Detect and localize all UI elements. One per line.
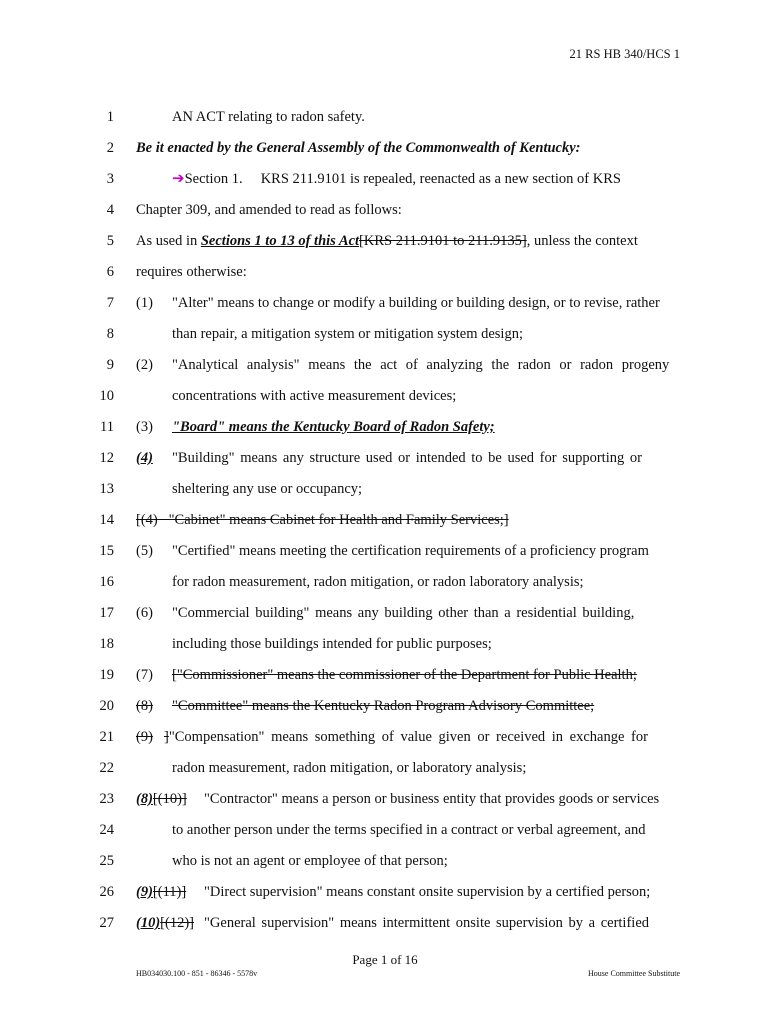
line [0,726,770,748]
line-text: including those buildings intended for public purposes; [172,636,492,652]
document-header: 21 RS HB 340/HCS 1 [569,47,680,61]
line [0,540,770,562]
line-number: 15 [99,543,114,559]
line-number: 14 [99,512,114,528]
line-number: 20 [99,698,114,714]
page-number: Page 1 of 16 [352,952,418,967]
line-text: than repair, a mitigation system or mitigation system design; [172,326,523,342]
line [0,757,770,779]
line [0,230,770,252]
line-text [164,726,680,748]
line [0,261,770,283]
line-number: 26 [99,884,114,900]
arrow-icon: ➔ [172,171,185,187]
deleted-text: ] [164,729,169,745]
line-text: radon measurement, radon mitigation, or laboratory analysis; [172,760,527,776]
section-heading [172,168,680,190]
line-text: to another person under the terms specified in a contract or verbal agreement, and [172,822,646,838]
line [0,788,770,810]
line [0,881,770,903]
line-text: "Commercial building" means any building other than a residential building, [172,605,635,621]
text-segment: , unless the context [526,233,638,249]
line-text: who is not an agent or employee of that person; [172,853,448,869]
deleted-text: [KRS 211.9101 to 211.9135] [359,233,527,249]
line [0,571,770,593]
subsection-number: (9) [136,729,153,745]
subsection-number: (4) [136,450,153,466]
inserted-text: "Board" means the Kentucky Board of Radon Safety; [172,419,495,435]
line-text: sheltering any use or occupancy; [172,481,363,497]
line [0,509,770,531]
subsection-number: (3) [136,419,153,435]
line [0,199,770,221]
line-text: "Building" means any structure used or intended to be used for supporting or [172,450,642,466]
line [0,912,770,934]
line-number: 3 [106,171,114,187]
deleted-text: ["Commissioner" means the commissioner of the Department for Public Health; [172,667,637,683]
line-number: 16 [99,574,114,590]
line-number: 12 [99,450,114,466]
deleted-text: "Committee" means the Kentucky Radon Program Advisory Committee; [172,698,595,714]
line [0,106,770,128]
line-number: 21 [99,729,114,745]
line-number: 23 [99,791,114,807]
deleted-text: [(4) "Cabinet" means Cabinet for Health and Family Services;] [136,512,509,528]
line-number: 1 [106,109,114,125]
line [0,137,770,159]
subsection-number: (8) [136,698,153,714]
line-text: Chapter 309, and amended to read as follows: [136,202,402,218]
inserted-text: Sections 1 to 13 of this Act [200,233,360,249]
line-number: 6 [106,264,114,280]
line [0,292,770,314]
line-text: "Alter" means to change or modify a building or building design, or to revise, rather [172,295,660,311]
inserted-text: (8) [136,791,153,807]
subsection-number: (1) [136,295,153,311]
document-type: House Committee Substitute [588,969,680,978]
subsection-number: (7) [136,667,153,683]
line [0,447,770,469]
line-text: AN ACT relating to radon safety. [172,109,365,125]
enacting-clause: Be it enacted by the General Assembly of the Commonwealth of Kentucky: [136,140,581,156]
line-number: 22 [99,760,114,776]
line-number: 25 [99,853,114,869]
subsection-number: (6) [136,605,153,621]
line-text: concentrations with active measurement devices; [172,388,457,404]
section-label: Section 1. [184,171,243,187]
deleted-text: [(12)] [160,915,194,931]
line [0,664,770,686]
line-number: 10 [99,388,114,404]
line [0,602,770,624]
line [0,819,770,841]
line [0,478,770,500]
line-number: 17 [99,605,114,621]
line-number: 2 [106,140,114,156]
line-text [136,230,680,252]
line [0,354,770,376]
line-text: KRS 211.9101 is repealed, reenacted as a new section of KRS [260,171,621,187]
line-number: 11 [100,419,114,435]
subsection-number [136,788,187,810]
subsection-number: (5) [136,543,153,559]
line-text: "General supervision" means intermittent onsite supervision by a certified [204,915,650,931]
line-number: 24 [99,822,114,838]
line [0,323,770,345]
line-number: 5 [106,233,114,249]
line-number: 8 [106,326,114,342]
line-number: 4 [106,202,114,218]
line [0,168,770,190]
line-text: "Analytical analysis" means the act of analyzing the radon or radon progeny [172,357,670,373]
line [0,695,770,717]
text-segment: As used in [136,233,201,249]
line-number: 19 [99,667,114,683]
line-number: 7 [106,295,114,311]
line [0,850,770,872]
subsection-number: (2) [136,357,153,373]
line-text: "Certified" means meeting the certification requirements of a proficiency program [172,543,649,559]
inserted-text: (10) [136,915,161,931]
deleted-text: [(11)] [152,884,187,900]
line-number: 13 [99,481,114,497]
line-number: 18 [99,636,114,652]
line [0,416,770,438]
deleted-text: [(10)] [152,791,187,807]
line-number: 9 [106,357,114,373]
subsection-number [136,912,194,934]
line-text: "Direct supervision" means constant onsite supervision by a certified person; [204,884,651,900]
line-text: "Contractor" means a person or business entity that provides goods or services [204,791,660,807]
inserted-text: (9) [136,884,153,900]
document-id: HB034030.100 - 851 - 86346 - 5578v [136,969,258,978]
line [0,633,770,655]
line [0,385,770,407]
text-segment: "Compensation" means something of value given or received in exchange for [168,729,648,745]
line-text: requires otherwise: [136,264,247,280]
subsection-number [136,881,186,903]
line-number: 27 [99,915,114,931]
line-text: for radon measurement, radon mitigation, or radon laboratory analysis; [172,574,584,590]
